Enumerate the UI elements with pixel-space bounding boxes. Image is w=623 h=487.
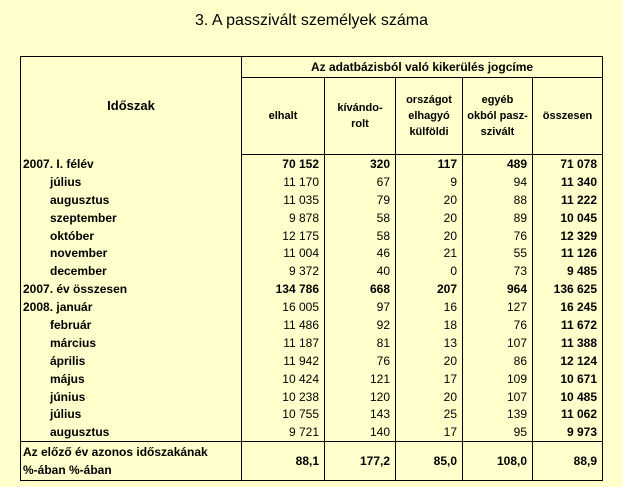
row-label: augusztus [50,192,110,207]
cell-value: 11 672 [533,316,603,334]
cell-value: 13 [396,334,463,352]
footer-label-line1: Az előző év azonos időszakának [23,445,208,460]
cell-value: 9 485 [533,262,603,280]
cell-value: 81 [325,334,396,352]
table-row [21,155,603,173]
cell-value: 76 [463,227,533,245]
cell-value: 107 [463,388,533,406]
cell-value: 10 045 [533,209,603,227]
row-label: december [50,264,107,279]
cell-value: 20 [396,227,463,245]
table-row [21,209,603,227]
cell-value: 11 126 [533,244,603,262]
row-label: szeptember [50,210,117,225]
footer-value: 85,0 [396,442,463,481]
table-row [21,173,603,191]
cell-value: 20 [396,191,463,209]
row-label: augusztus [50,425,110,440]
cell-value: 11 340 [533,173,603,191]
cell-value: 11 388 [533,334,603,352]
cell-value: 207 [396,280,463,298]
cell-value: 25 [396,405,463,423]
cell-value: 11 035 [242,191,325,209]
cell-value: 20 [396,352,463,370]
table-row [21,316,603,334]
row-label: 2007. I. félév [23,156,94,171]
cell-value: 20 [396,388,463,406]
cell-value: 11 222 [533,191,603,209]
row-label: február [50,317,92,332]
cell-value: 18 [396,316,463,334]
cell-value: 73 [463,262,533,280]
cell-value: 127 [463,298,533,316]
data-table [20,56,603,481]
cell-value: 46 [325,244,396,262]
cell-value: 21 [396,244,463,262]
cell-value: 10 485 [533,388,603,406]
cell-value: 11 187 [242,334,325,352]
cell-value: 134 786 [242,280,325,298]
table-row [21,370,603,388]
cell-value: 9 372 [242,262,325,280]
table-row [21,262,603,280]
cell-value: 67 [325,173,396,191]
cell-value: 76 [325,352,396,370]
cell-value: 94 [463,173,533,191]
cell-value: 10 671 [533,370,603,388]
cell-value: 16 005 [242,298,325,316]
cell-value: 17 [396,423,463,441]
table-row [21,298,603,316]
table-row [21,423,603,441]
cell-value: 12 124 [533,352,603,370]
cell-value: 89 [463,209,533,227]
cell-value: 489 [463,155,533,173]
table-row [21,388,603,406]
cell-value: 10 424 [242,370,325,388]
column-header: egyéb okból pasz- szivált [463,78,533,155]
column-header: kívándo- rolt [325,78,396,155]
cell-value: 143 [325,405,396,423]
cell-value: 70 152 [242,155,325,173]
row-label: április [50,353,86,368]
footer-label [21,442,242,481]
cell-value: 10 755 [242,405,325,423]
cell-value: 16 245 [533,298,603,316]
row-label: május [50,371,85,386]
table-row [21,334,603,352]
cell-value: 71 078 [533,155,603,173]
column-header: országot elhagyó külföldi [396,78,463,155]
table-row [21,352,603,370]
row-label: november [50,246,108,261]
cell-value: 95 [463,423,533,441]
footer-row [21,442,603,481]
cell-value: 9 721 [242,423,325,441]
cell-value: 11 062 [533,405,603,423]
cell-value: 11 942 [242,352,325,370]
cell-value: 107 [463,334,533,352]
table-title: 3. A passzivált személyek száma [195,12,428,29]
cell-value: 11 004 [242,244,325,262]
table-row [21,244,603,262]
cell-value: 964 [463,280,533,298]
cell-value: 668 [325,280,396,298]
cell-value: 0 [396,262,463,280]
row-label: július [50,407,82,422]
cell-value: 88 [463,191,533,209]
cell-value: 86 [463,352,533,370]
cell-value: 109 [463,370,533,388]
cell-value: 20 [396,209,463,227]
cell-value: 16 [396,298,463,316]
table-row [21,280,603,298]
period-header: Időszak [107,98,155,114]
cell-value: 121 [325,370,396,388]
row-label: 2008. január [23,300,93,315]
cell-value: 12 329 [533,227,603,245]
cell-value: 9 973 [533,423,603,441]
group-header: Az adatbázisból való kikerülés jogcíme [242,57,603,78]
cell-value: 320 [325,155,396,173]
row-label: 2007. év összesen [23,282,128,297]
footer-label-line2: %-ában %-ában [23,463,112,478]
cell-value: 58 [325,227,396,245]
table-row [21,191,603,209]
cell-value: 58 [325,209,396,227]
footer-value: 88,1 [242,442,325,481]
cell-value: 11 486 [242,316,325,334]
cell-value: 76 [463,316,533,334]
cell-value: 97 [325,298,396,316]
cell-value: 92 [325,316,396,334]
row-label: október [50,228,95,243]
row-label: március [50,335,97,350]
cell-value: 9 878 [242,209,325,227]
table-row [21,227,603,245]
table-row [21,405,603,423]
cell-value: 10 238 [242,388,325,406]
cell-value: 9 [396,173,463,191]
cell-value: 117 [396,155,463,173]
cell-value: 79 [325,191,396,209]
cell-value: 140 [325,423,396,441]
cell-value: 17 [396,370,463,388]
row-label: június [50,389,86,404]
cell-value: 120 [325,388,396,406]
column-header: elhalt [242,78,325,155]
cell-value: 11 170 [242,173,325,191]
cell-value: 40 [325,262,396,280]
cell-value: 136 625 [533,280,603,298]
footer-value: 177,2 [325,442,396,481]
footer-value: 88,9 [533,442,603,481]
column-header: összesen [533,78,603,155]
cell-value: 55 [463,244,533,262]
footer-value: 108,0 [463,442,533,481]
cell-value: 139 [463,405,533,423]
cell-value: 12 175 [242,227,325,245]
row-label: július [50,174,82,189]
